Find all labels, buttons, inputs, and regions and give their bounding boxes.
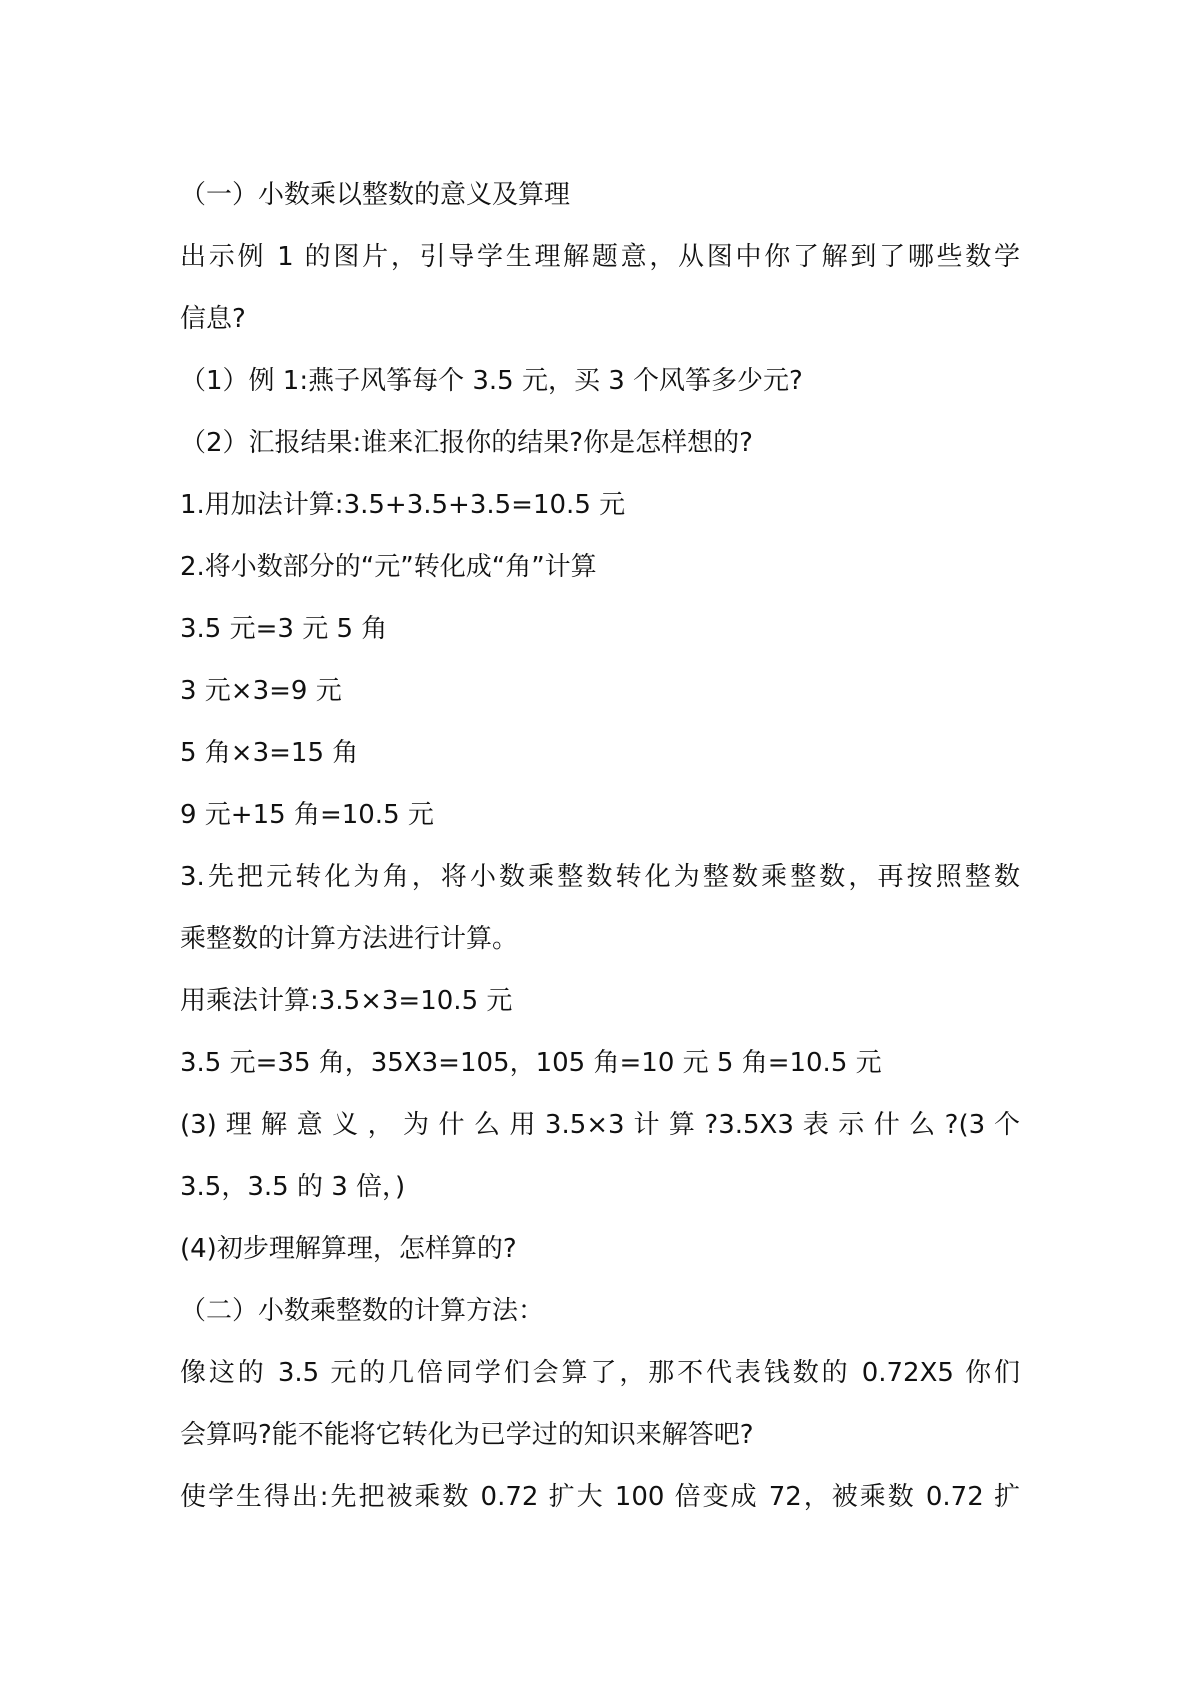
paragraph-line: 3.先把元转化为角，将小数乘整数转化为整数乘整数，再按照整数 <box>180 862 1020 892</box>
paragraph-line: 用乘法计算:3.5×3=10.5 元 <box>180 986 513 1016</box>
section-heading-1: （一）小数乘以整数的意义及算理 <box>180 180 571 210</box>
paragraph-line: 3.5 元=35 角，35X3=105，105 角=10 元 5 角=10.5 元 <box>180 1048 882 1078</box>
paragraph-line: (3) 理 解 意 义 ， 为 什 么 用 3.5×3 计 算 ?3.5X3 表 示 什 么 ?(3 个 <box>180 1110 1020 1140</box>
paragraph-line: （1）例 1:燕子风筝每个 3.5 元，买 3 个风筝多少元? <box>180 366 803 396</box>
paragraph-line: 像这的 3.5 元的几倍同学们会算了，那不代表钱数的 0.72X5 你们 <box>180 1358 1020 1388</box>
paragraph-line: 信息? <box>180 304 246 334</box>
paragraph-line: （2）汇报结果:谁来汇报你的结果?你是怎样想的? <box>180 428 753 458</box>
document-body <box>180 164 1020 1528</box>
section-heading-2: （二）小数乘整数的计算方法： <box>180 1296 545 1326</box>
paragraph-line: (4)初步理解算理，怎样算的? <box>180 1234 517 1264</box>
paragraph-line: 1.用加法计算:3.5+3.5+3.5=10.5 元 <box>180 490 626 520</box>
paragraph-line: 3.5，3.5 的 3 倍，) <box>180 1172 406 1202</box>
paragraph-line: 2.将小数部分的“元”转化成“角”计算 <box>180 552 597 582</box>
paragraph-line: 出示例 1 的图片，引导学生理解题意，从图中你了解到了哪些数学 <box>180 242 1020 272</box>
paragraph-line: 9 元+15 角=10.5 元 <box>180 800 434 830</box>
paragraph-line: 使学生得出:先把被乘数 0.72 扩大 100 倍变成 72，被乘数 0.72 扩 <box>180 1482 1020 1512</box>
paragraph-line: 3.5 元=3 元 5 角 <box>180 614 388 644</box>
paragraph-line: 乘整数的计算方法进行计算。 <box>180 924 519 954</box>
paragraph-line: 5 角×3=15 角 <box>180 738 359 768</box>
paragraph-line: 会算吗?能不能将它转化为已学过的知识来解答吧? <box>180 1420 754 1450</box>
paragraph-line: 3 元×3=9 元 <box>180 676 342 706</box>
